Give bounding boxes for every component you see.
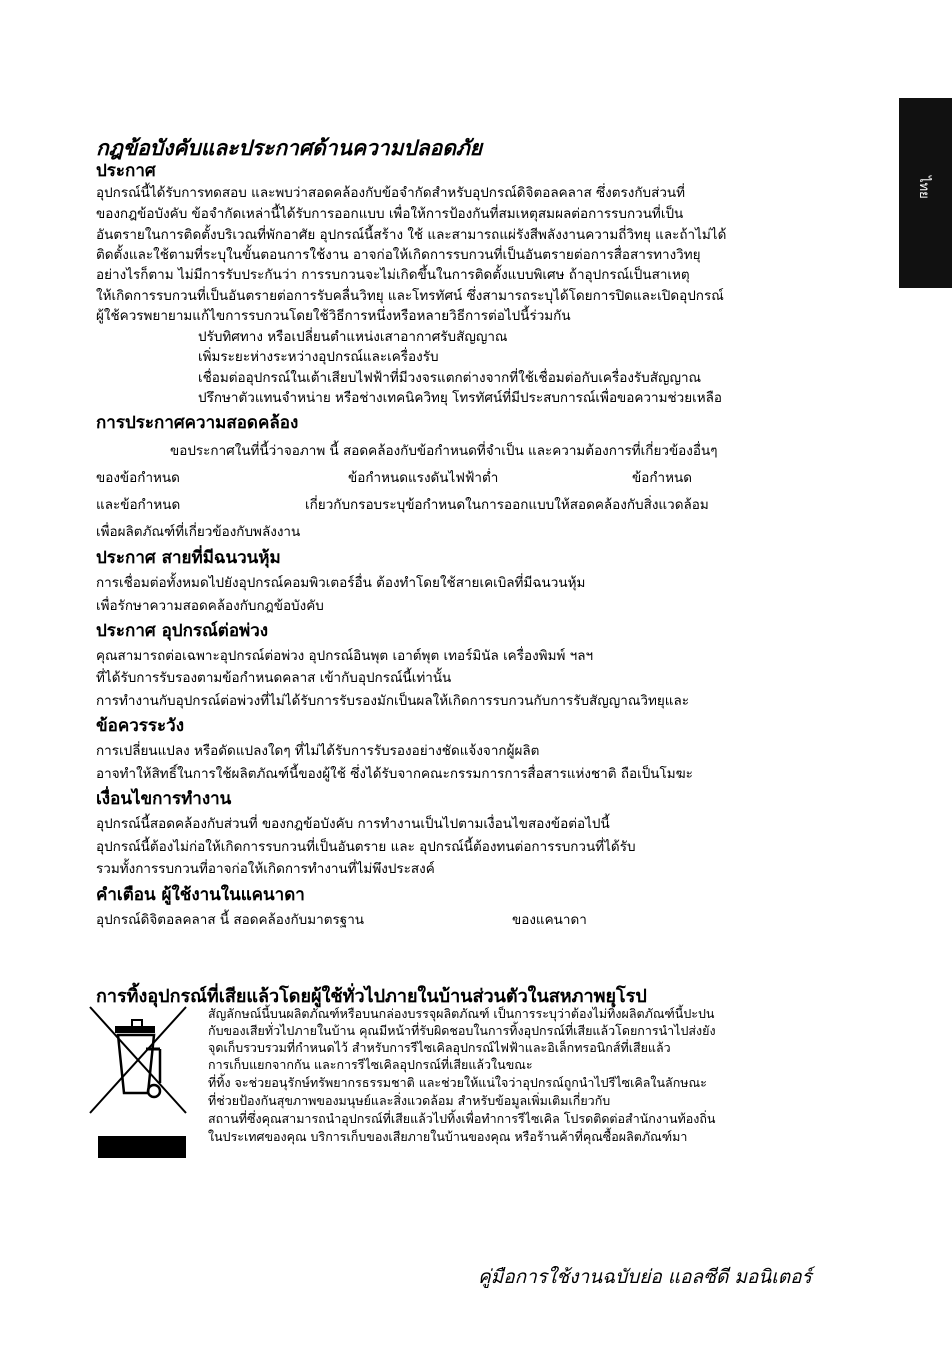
notice-line-7: ผู้ใช้ควรพยายามแก้ไขการรบกวนโดยใช้วิธีการหนึ่งหรือหลายวิธีการต่อไปนี้ร่วมกัน	[96, 308, 571, 324]
section-heading-caution: ข้อควรระวัง	[96, 716, 184, 736]
notice-line-5: อย่างไรก็ตาม ไม่มีการรับประกันว่า การรบกวนจะไม่เกิดขึ้นในการติดตั้งแบบพิเศษ ถ้าอุปกรณ์เป็นสาเหตุ	[96, 267, 690, 283]
language-tab	[899, 98, 952, 288]
notice-bullet-4: ปรึกษาตัวแทนจำหน่าย หรือช่างเทคนิควิทยุ โทรทัศน์ที่มีประสบการณ์เพื่อขอความช่วยเหลือ	[198, 390, 723, 406]
weee-line-1: สัญลักษณ์นี้บนผลิตภัณฑ์หรือบนกล่องบรรจุผลิตภัณฑ์ เป็นการระบุว่าต้องไม่ทิ้งผลิตภัณฑ์นี้ปะปน	[208, 1006, 715, 1021]
notice-line-3: อันตรายในการติดตั้งบริเวณที่พักอาศัย อุปกรณ์นี้สร้าง ใช้ และสามารถแผ่รังสีพลังงานความถี่วิทยุ และถ้าไม่ได้	[96, 227, 727, 243]
conformity-directive-2: ข้อกำหนด	[632, 470, 692, 486]
notice-bullet-2: เพิ่มระยะห่างระหว่างอุปกรณ์และเครื่องรับ	[198, 349, 439, 365]
notice-bullet-3: เชื่อมต่ออุปกรณ์ในเต้าเสียบไฟฟ้าที่มีวงจรแตกต่างจากที่ใช้เชื่อมต่อกับเครื่องรับสัญญาณ	[198, 370, 702, 386]
notice-line-2: ของกฎข้อบังคับ ข้อจำกัดเหล่านี้ได้รับการออกแบบ เพื่อให้การป้องกันที่สมเหตุสมผลต่อการรบกวนที่เป็น	[96, 206, 684, 222]
peripherals-line-2: ที่ได้รับการรับรองตามข้อกำหนดคลาส เข้ากับอุปกรณ์นี้เท่านั้น	[96, 670, 452, 686]
caution-line-1: การเปลี่ยนแปลง หรือดัดแปลงใดๆ ที่ไม่ได้รับการรับรองอย่างชัดแจ้งจากผู้ผลิต	[96, 743, 540, 759]
language-tab-label: ไทย	[916, 176, 931, 199]
conformity-ecodesign: เกี่ยวกับกรอบระบุข้อกำหนดในการออกแบบให้สอดคล้องกับสิ่งแวดล้อม	[305, 497, 709, 513]
section-heading-conformity: การประกาศความสอดคล้อง	[96, 413, 299, 433]
caution-line-2: อาจทำให้สิทธิ์ในการใช้ผลิตภัณฑ์นี้ของผู้ใช้ ซึ่งได้รับจากคณะกรรมการการสื่อสารแห่งชาติ ถือเป็นโมฆะ	[96, 766, 693, 782]
notice-line-1: อุปกรณ์นี้ได้รับการทดสอบ และพบว่าสอดคล้องกับข้อจำกัดสำหรับอุปกรณ์ดิจิตอลคลาส ซึ่งตรงกับส่วนที่	[96, 185, 686, 201]
peripherals-line-1: คุณสามารถต่อเฉพาะอุปกรณ์ต่อพ่วง อุปกรณ์อินพุต เอาต์พุต เทอร์มินัล เครื่องพิมพ์ ฯลฯ	[96, 648, 594, 664]
conformity-line-1: ขอประกาศในที่นี้ว่าจอภาพ นี้ สอดคล้องกับข้อกำหนดที่จำเป็น และความต้องการที่เกี่ยวข้องอื่นๆ	[170, 443, 718, 459]
notice-line-4: ติดตั้งและใช้ตามที่ระบุในขั้นตอนการใช้งาน อาจก่อให้เกิดการรบกวนที่เป็นอันตรายต่อการสื่อสารทางวิทยุ	[96, 247, 701, 263]
section-heading-shielded-cable: ประกาศ สายที่มีฉนวนหุ้ม	[96, 548, 281, 568]
section-heading-peripherals: ประกาศ อุปกรณ์ต่อพ่วง	[96, 621, 269, 641]
weee-line-7: สถานที่ซึ่งคุณสามารถนำอุปกรณ์ที่เสียแล้วไปทิ้งเพื่อทำการรีไซเคิล โปรดติดต่อสำนักงานท้องถิ่น	[208, 1111, 716, 1126]
shielded-line-2: เพื่อรักษาความสอดคล้องกับกฎข้อบังคับ	[96, 598, 324, 614]
page-title: กฎข้อบังคับและประกาศด้านความปลอดภัย	[96, 136, 483, 160]
conformity-directive-1: ของข้อกำหนด	[96, 470, 180, 486]
crossed-out-wheelie-bin-icon	[88, 1005, 198, 1165]
notice-line-6: ให้เกิดการรบกวนที่เป็นอันตรายต่อการรับคลื่นวิทยุ และโทรทัศน์ ซึ่งสามารถระบุได้โดยการปิดและเปิดอุปกรณ์	[96, 288, 724, 304]
weee-line-5: ที่ทิ้ง จะช่วยอนุรักษ์ทรัพยากรธรรมชาติ และช่วยให้แน่ใจว่าอุปกรณ์ถูกนำไปรีไซเคิลในลักษณะ	[208, 1075, 707, 1090]
weee-line-4: การเก็บแยกจากกัน และการรีไซเคิลอุปกรณ์ที่เสียแล้วในขณะ	[208, 1057, 533, 1072]
footer-manual-title: คู่มือการใช้งานฉบับย่อ แอลซีดี มอนิเตอร์	[478, 1266, 812, 1288]
conformity-low-voltage: ข้อกำหนดแรงดันไฟฟ้าต่ำ	[348, 470, 499, 486]
section-heading-operating-conditions: เงื่อนไขการทำงาน	[96, 789, 232, 809]
section-heading-canada: คำเตือน ผู้ใช้งานในแคนาดา	[96, 885, 305, 905]
conformity-directive-3: และข้อกำหนด	[96, 497, 181, 513]
notice-bullet-1: ปรับทิศทาง หรือเปลี่ยนตำแหน่งเสาอากาศรับสัญญาณ	[198, 329, 508, 345]
conformity-energy: เพื่อผลิตภัณฑ์ที่เกี่ยวข้องกับพลังงาน	[96, 524, 301, 540]
peripherals-line-3: การทำงานกับอุปกรณ์ต่อพ่วงที่ไม่ได้รับการรับรองมักเป็นผลให้เกิดการรบกวนกับการรับสัญญาณวิทยุและ	[96, 693, 689, 709]
conditions-line-3: รวมทั้งการรบกวนที่อาจก่อให้เกิดการทำงานที่ไม่พึงประสงค์	[96, 861, 435, 877]
section-heading-notice: ประกาศ	[96, 161, 156, 181]
conditions-line-2: อุปกรณ์นี้ต้องไม่ก่อให้เกิดการรบกวนที่เป็นอันตราย และ อุปกรณ์นี้ต้องทนต่อการรบกวนที่ได้รับ	[96, 839, 636, 855]
canada-line-1: อุปกรณ์ดิจิตอลคลาส นี้ สอดคล้องกับมาตรฐาน	[96, 912, 365, 928]
weee-line-3: จุดเก็บรวบรวมที่กำหนดไว้ สำหรับการรีไซเคิลอุปกรณ์ไฟฟ้าและอิเล็กทรอนิกส์ที่เสียแล้ว	[208, 1040, 671, 1055]
weee-line-6: ที่ช่วยป้องกันสุขภาพของมนุษย์และสิ่งแวดล้อม สำหรับข้อมูลเพิ่มเติมเกี่ยวกับ	[208, 1093, 611, 1108]
weee-line-8: ในประเทศของคุณ บริการเก็บของเสียภายในบ้านของคุณ หรือร้านค้าที่คุณซื้อผลิตภัณฑ์มา	[208, 1129, 688, 1144]
conditions-line-1: อุปกรณ์นี้สอดคล้องกับส่วนที่ ของกฎข้อบังคับ การทำงานเป็นไปตามเงื่อนไขสองข้อต่อไปนี้	[96, 816, 610, 832]
weee-heading: การทิ้งอุปกรณ์ที่เสียแล้วโดยผู้ใช้ทั่วไปภายในบ้านส่วนตัวในสหภาพยุโรป	[96, 986, 647, 1007]
shielded-line-1: การเชื่อมต่อทั้งหมดไปยังอุปกรณ์คอมพิวเตอร์อื่น ต้องทำโดยใช้สายเคเบิลที่มีฉนวนหุ้ม	[96, 575, 586, 591]
canada-line-2: ของแคนาดา	[512, 912, 587, 928]
weee-line-2: กับของเสียทั่วไปภายในบ้าน คุณมีหน้าที่รับผิดชอบในการทิ้งอุปกรณ์ที่เสียแล้วโดยการนำไปส่งยัง	[208, 1023, 716, 1038]
